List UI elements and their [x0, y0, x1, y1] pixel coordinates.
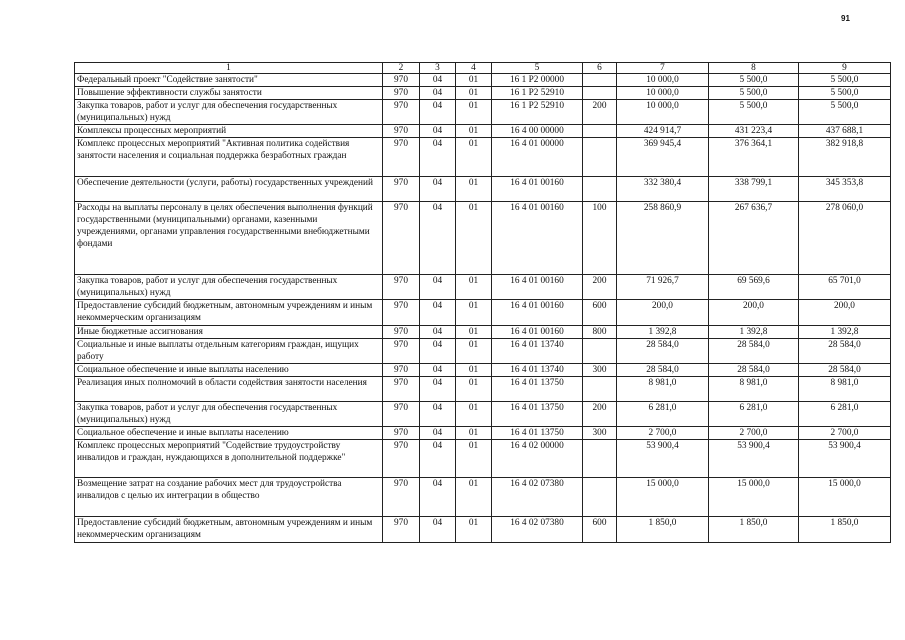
table-cell-col-6: 300	[583, 427, 617, 440]
table-cell-col-2: 970	[383, 125, 420, 138]
table-cell-col-2: 970	[383, 177, 420, 202]
column-header: 6	[583, 63, 617, 74]
table-cell-col-4: 01	[456, 377, 492, 402]
table-cell-col-2: 970	[383, 377, 420, 402]
table-cell-col-8: 338 799,1	[709, 177, 799, 202]
table-cell-col-7: 2 700,0	[617, 427, 709, 440]
table-cell-col-7: 258 860,9	[617, 202, 709, 275]
table-cell-col-4: 01	[456, 177, 492, 202]
table-cell-row-name: Предоставление субсидий бюджетным, автономным учреждениям и иным некоммерческим организациям	[75, 300, 383, 326]
column-header: 5	[492, 63, 583, 74]
table-cell-col-4: 01	[456, 275, 492, 300]
column-header: 4	[456, 63, 492, 74]
table-cell-row-name: Социальные и иные выплаты отдельным категориям граждан, ищущих работу	[75, 339, 383, 364]
table-cell-col-8: 28 584,0	[709, 364, 799, 377]
table-cell-col-3: 04	[420, 300, 456, 326]
table-cell-col-3: 04	[420, 339, 456, 364]
table-cell-col-3: 04	[420, 275, 456, 300]
table-cell-col-3: 04	[420, 478, 456, 517]
table-cell-col-6: 100	[583, 202, 617, 275]
table-cell-col-8: 2 700,0	[709, 427, 799, 440]
table-cell-col-5: 16 4 01 13750	[492, 377, 583, 402]
table-row	[75, 427, 891, 440]
table-cell-col-3: 04	[420, 74, 456, 87]
table-cell-col-5: 16 4 01 00160	[492, 326, 583, 339]
table-cell-col-9: 15 000,0	[799, 478, 891, 517]
table-cell-row-name: Комплекс процессных мероприятий "Активная политика содействия занятости населения и социальная поддержка безработных граждан	[75, 138, 383, 177]
table-cell-row-name: Обеспечение деятельности (услуги, работы) государственных учреждений	[75, 177, 383, 202]
table-cell-row-name: Закупка товаров, работ и услуг для обеспечения государственных (муниципальных) нужд	[75, 100, 383, 125]
table-cell-col-8: 431 223,4	[709, 125, 799, 138]
column-header: 1	[75, 63, 383, 74]
table-row	[75, 326, 891, 339]
column-header: 3	[420, 63, 456, 74]
table-cell-col-8: 200,0	[709, 300, 799, 326]
table-cell-col-8: 8 981,0	[709, 377, 799, 402]
table-cell-col-4: 01	[456, 87, 492, 100]
table-cell-col-3: 04	[420, 427, 456, 440]
table-cell-row-name: Возмещение затрат на создание рабочих мест для трудоустройства инвалидов с целью их интеграции в общество	[75, 478, 383, 517]
table-cell-col-3: 04	[420, 326, 456, 339]
table-row	[75, 300, 891, 326]
table-cell-col-3: 04	[420, 402, 456, 427]
table-cell-col-5: 16 4 01 00000	[492, 138, 583, 177]
column-header: 9	[799, 63, 891, 74]
table-cell-col-6	[583, 138, 617, 177]
table-cell-col-5: 16 1 P2 00000	[492, 74, 583, 87]
table-cell-row-name: Предоставление субсидий бюджетным, автономным учреждениям и иным некоммерческим организациям	[75, 517, 383, 543]
table-row	[75, 202, 891, 275]
table-cell-col-8: 1 392,8	[709, 326, 799, 339]
column-header: 2	[383, 63, 420, 74]
table-cell-col-2: 970	[383, 364, 420, 377]
table-row	[75, 100, 891, 125]
table-cell-col-5: 16 4 01 00160	[492, 275, 583, 300]
table-cell-col-2: 970	[383, 87, 420, 100]
table-cell-col-8: 1 850,0	[709, 517, 799, 543]
table-cell-col-3: 04	[420, 138, 456, 177]
table-cell-col-7: 71 926,7	[617, 275, 709, 300]
table-row	[75, 74, 891, 87]
table-cell-col-9: 5 500,0	[799, 87, 891, 100]
table-cell-row-name: Социальное обеспечение и иные выплаты населению	[75, 364, 383, 377]
table-cell-col-9: 1 392,8	[799, 326, 891, 339]
table-cell-row-name: Закупка товаров, работ и услуг для обеспечения государственных (муниципальных) нужд	[75, 402, 383, 427]
table-cell-col-4: 01	[456, 125, 492, 138]
table-cell-col-2: 970	[383, 339, 420, 364]
table-cell-col-5: 16 4 01 00160	[492, 177, 583, 202]
table-cell-col-7: 8 981,0	[617, 377, 709, 402]
table-cell-col-5: 16 4 02 00000	[492, 440, 583, 478]
table-cell-col-7: 1 850,0	[617, 517, 709, 543]
table-cell-col-6: 600	[583, 300, 617, 326]
table-cell-col-3: 04	[420, 177, 456, 202]
table-row	[75, 377, 891, 402]
table-cell-col-5: 16 4 02 07380	[492, 478, 583, 517]
table-cell-row-name: Иные бюджетные ассигнования	[75, 326, 383, 339]
table-row	[75, 517, 891, 543]
table-cell-col-9: 1 850,0	[799, 517, 891, 543]
table-cell-col-9: 2 700,0	[799, 427, 891, 440]
table-cell-col-6: 600	[583, 517, 617, 543]
table-row	[75, 440, 891, 478]
table-cell-col-7: 369 945,4	[617, 138, 709, 177]
table-cell-col-9: 345 353,8	[799, 177, 891, 202]
table-cell-col-2: 970	[383, 138, 420, 177]
table-cell-row-name: Закупка товаров, работ и услуг для обеспечения государственных (муниципальных) нужд	[75, 275, 383, 300]
table-cell-row-name: Социальное обеспечение и иные выплаты населению	[75, 427, 383, 440]
table-cell-col-3: 04	[420, 202, 456, 275]
table-cell-col-9: 8 981,0	[799, 377, 891, 402]
table-cell-col-6: 200	[583, 402, 617, 427]
table-cell-col-9: 28 584,0	[799, 339, 891, 364]
table-cell-col-7: 28 584,0	[617, 339, 709, 364]
table-cell-col-3: 04	[420, 440, 456, 478]
budget-table	[74, 62, 891, 543]
table-cell-col-8: 5 500,0	[709, 100, 799, 125]
table-row	[75, 275, 891, 300]
table-cell-col-4: 01	[456, 478, 492, 517]
table-cell-col-3: 04	[420, 100, 456, 125]
table-cell-col-4: 01	[456, 339, 492, 364]
table-cell-col-5: 16 4 01 13750	[492, 427, 583, 440]
table-cell-col-3: 04	[420, 125, 456, 138]
table-cell-col-5: 16 4 01 13750	[492, 402, 583, 427]
table-cell-col-6: 200	[583, 275, 617, 300]
table-cell-col-5: 16 4 01 13740	[492, 364, 583, 377]
table-cell-col-5: 16 1 P2 52910	[492, 100, 583, 125]
table-cell-col-9: 53 900,4	[799, 440, 891, 478]
table-cell-col-6	[583, 74, 617, 87]
table-header-row	[75, 63, 891, 74]
table-row	[75, 87, 891, 100]
table-cell-col-4: 01	[456, 74, 492, 87]
table-cell-col-3: 04	[420, 517, 456, 543]
table-cell-col-5: 16 4 02 07380	[492, 517, 583, 543]
table-cell-col-6: 200	[583, 100, 617, 125]
table-row	[75, 364, 891, 377]
table-cell-col-6	[583, 377, 617, 402]
table-cell-col-8: 6 281,0	[709, 402, 799, 427]
page-number: 91	[841, 14, 850, 23]
table-cell-row-name: Повышение эффективности службы занятости	[75, 87, 383, 100]
table-row	[75, 478, 891, 517]
table-body	[75, 74, 891, 543]
table-cell-col-4: 01	[456, 326, 492, 339]
table-cell-col-6	[583, 339, 617, 364]
table-cell-col-2: 970	[383, 202, 420, 275]
table-cell-col-6: 300	[583, 364, 617, 377]
table-cell-col-3: 04	[420, 364, 456, 377]
table-cell-col-7: 332 380,4	[617, 177, 709, 202]
table-cell-col-4: 01	[456, 402, 492, 427]
table-cell-col-6	[583, 87, 617, 100]
table-cell-col-4: 01	[456, 202, 492, 275]
table-cell-col-2: 970	[383, 275, 420, 300]
table-cell-col-9: 28 584,0	[799, 364, 891, 377]
table-cell-col-9: 5 500,0	[799, 100, 891, 125]
table-cell-row-name: Комплексы процессных мероприятий	[75, 125, 383, 138]
table-cell-col-2: 970	[383, 427, 420, 440]
table-cell-col-2: 970	[383, 478, 420, 517]
table-cell-col-2: 970	[383, 517, 420, 543]
table-cell-col-4: 01	[456, 517, 492, 543]
table-cell-col-9: 65 701,0	[799, 275, 891, 300]
table-cell-col-6	[583, 478, 617, 517]
table-cell-col-9: 278 060,0	[799, 202, 891, 275]
table-cell-col-5: 16 4 01 13740	[492, 339, 583, 364]
table-cell-col-9: 6 281,0	[799, 402, 891, 427]
table-cell-col-7: 10 000,0	[617, 100, 709, 125]
table-cell-col-4: 01	[456, 440, 492, 478]
table-row	[75, 125, 891, 138]
table-row	[75, 339, 891, 364]
table-cell-col-2: 970	[383, 326, 420, 339]
table-cell-col-8: 15 000,0	[709, 478, 799, 517]
table-cell-col-7: 6 281,0	[617, 402, 709, 427]
column-header: 7	[617, 63, 709, 74]
table-cell-col-8: 69 569,6	[709, 275, 799, 300]
column-header: 8	[709, 63, 799, 74]
table-cell-col-9: 437 688,1	[799, 125, 891, 138]
table-row	[75, 138, 891, 177]
table-cell-col-9: 200,0	[799, 300, 891, 326]
table-cell-col-8: 376 364,1	[709, 138, 799, 177]
table-cell-col-4: 01	[456, 100, 492, 125]
table-cell-col-8: 5 500,0	[709, 74, 799, 87]
table-cell-col-7: 28 584,0	[617, 364, 709, 377]
table-cell-col-6	[583, 125, 617, 138]
table-cell-col-8: 28 584,0	[709, 339, 799, 364]
table-cell-col-7: 10 000,0	[617, 87, 709, 100]
table-cell-col-9: 382 918,8	[799, 138, 891, 177]
table-cell-col-3: 04	[420, 377, 456, 402]
table-cell-col-2: 970	[383, 402, 420, 427]
table-cell-col-8: 53 900,4	[709, 440, 799, 478]
table-cell-col-2: 970	[383, 100, 420, 125]
table-cell-col-5: 16 4 00 00000	[492, 125, 583, 138]
table-cell-col-2: 970	[383, 440, 420, 478]
table-cell-col-4: 01	[456, 427, 492, 440]
table-cell-col-2: 970	[383, 300, 420, 326]
table-cell-row-name: Реализация иных полномочий в области содействия занятости населения	[75, 377, 383, 402]
table-row	[75, 177, 891, 202]
table-cell-col-8: 267 636,7	[709, 202, 799, 275]
table-cell-col-6	[583, 440, 617, 478]
table-cell-col-9: 5 500,0	[799, 74, 891, 87]
table-cell-col-7: 424 914,7	[617, 125, 709, 138]
table-cell-col-8: 5 500,0	[709, 87, 799, 100]
table-row	[75, 402, 891, 427]
table-cell-col-4: 01	[456, 364, 492, 377]
table-cell-col-4: 01	[456, 300, 492, 326]
table-cell-col-3: 04	[420, 87, 456, 100]
table-cell-col-7: 1 392,8	[617, 326, 709, 339]
table-cell-col-2: 970	[383, 74, 420, 87]
table-cell-col-7: 10 000,0	[617, 74, 709, 87]
table-cell-row-name: Комплекс процессных мероприятий "Содействие трудоустройству инвалидов и граждан, нуждающихся в дополнительной поддержке"	[75, 440, 383, 478]
table-cell-row-name: Федеральный проект "Содействие занятости"	[75, 74, 383, 87]
table-cell-col-4: 01	[456, 138, 492, 177]
table-cell-row-name: Расходы на выплаты персоналу в целях обеспечения выполнения функций государственными (муниципальными) органами, казенными учреждениями, органами управления государственными внебюджетными фондами	[75, 202, 383, 275]
table-cell-col-5: 16 1 P2 52910	[492, 87, 583, 100]
table-cell-col-7: 53 900,4	[617, 440, 709, 478]
table-cell-col-6	[583, 177, 617, 202]
table-cell-col-6: 800	[583, 326, 617, 339]
table-cell-col-5: 16 4 01 00160	[492, 300, 583, 326]
table-cell-col-7: 200,0	[617, 300, 709, 326]
table-cell-col-5: 16 4 01 00160	[492, 202, 583, 275]
table-cell-col-7: 15 000,0	[617, 478, 709, 517]
